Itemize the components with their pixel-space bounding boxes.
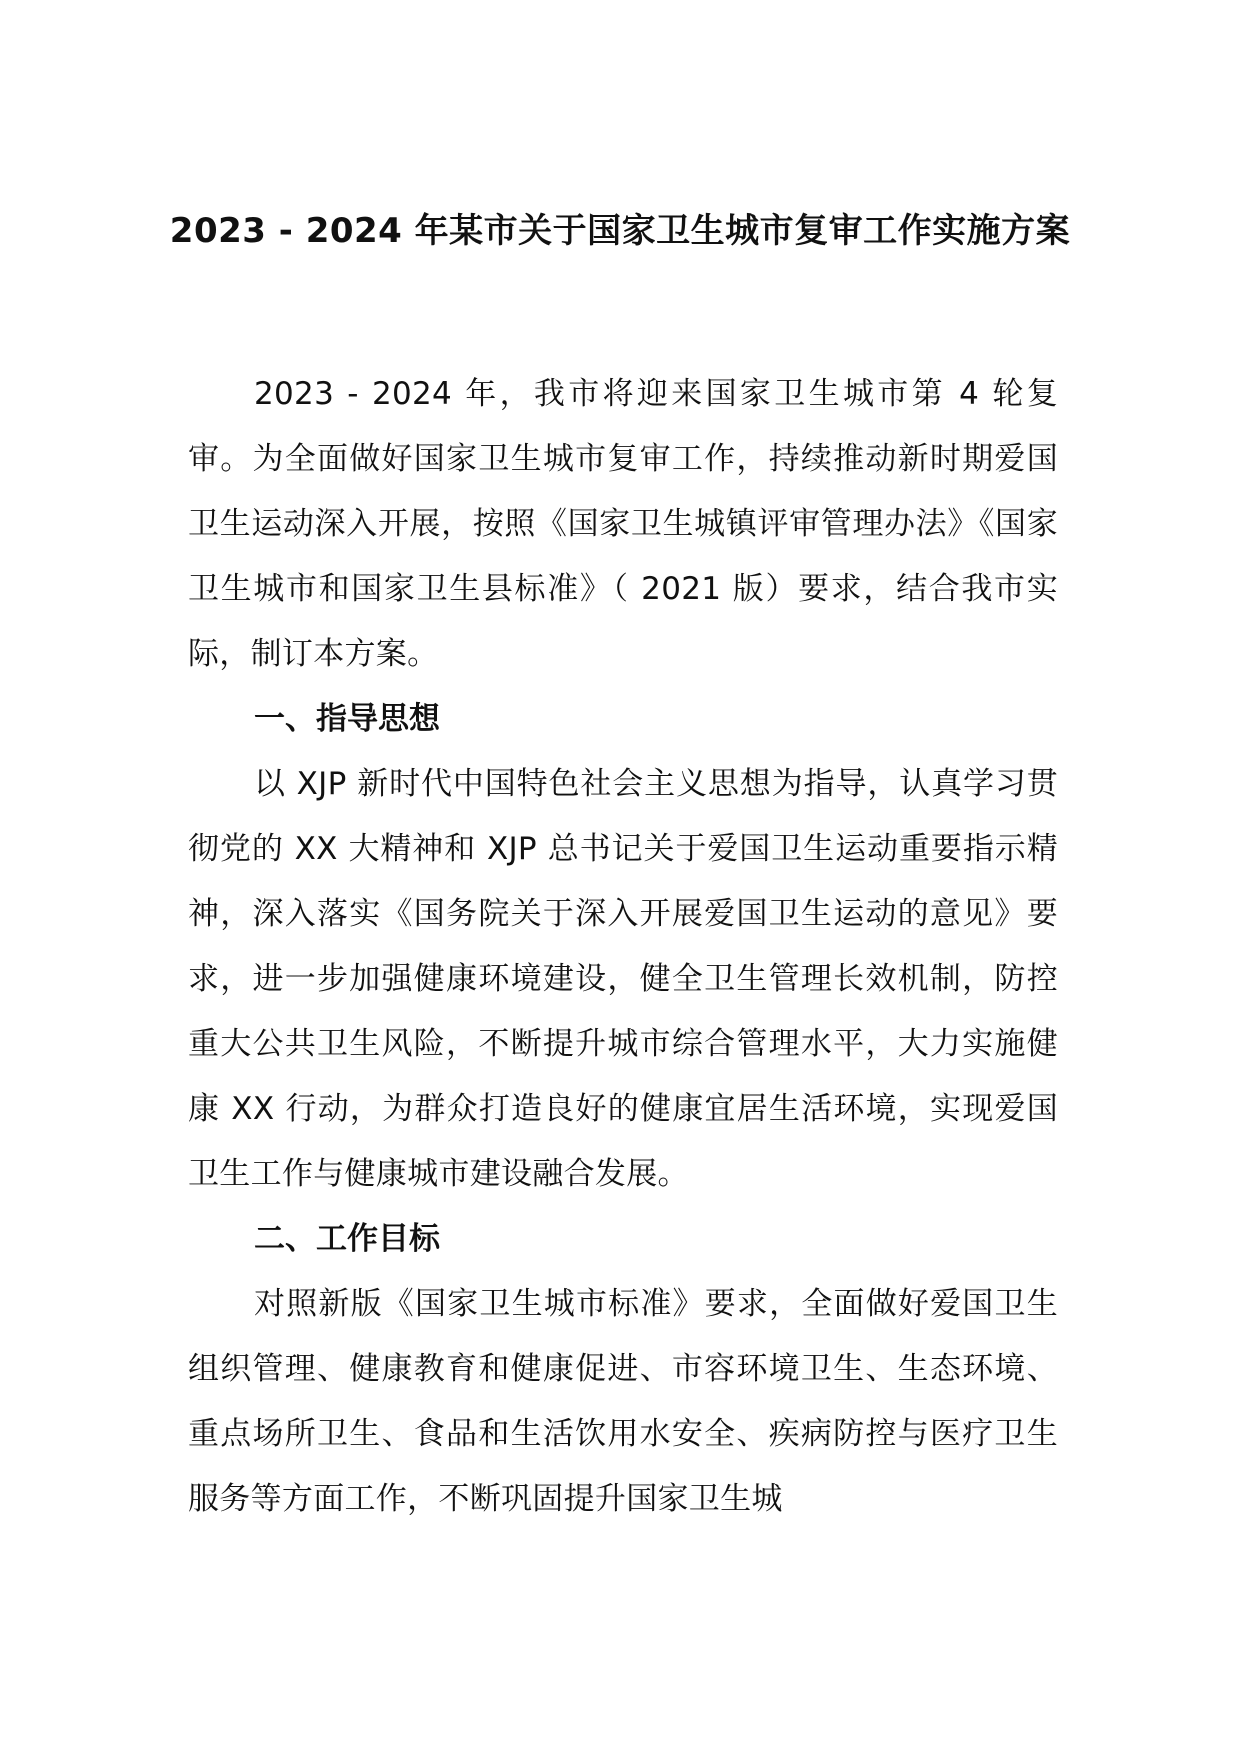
section-heading-guiding-ideology: 一、指导思想 — [254, 701, 440, 737]
section-paragraph-work-goals: 对照新版《国家卫生城市标准》要求，全面做好爱国卫生组织管理、健康教育和健康促进、市容环境卫生、生态环境、重点场所卫生、食品和生活饮用水安全、疾病防控与医疗卫生服务等方面工作，不断巩固提升国家卫生城 — [188, 1286, 1058, 1517]
document-body — [188, 362, 1058, 1532]
section-heading-work-goals: 二、工作目标 — [254, 1221, 440, 1257]
document-title: 2023 - 2024 年某市关于国家卫生城市复审工作实施方案 — [169, 211, 1071, 251]
section-paragraph-guiding-ideology: 以 XJP 新时代中国特色社会主义思想为指导，认真学习贯彻党的 XX 大精神和 XJP 总书记关于爱国卫生运动重要指示精神，深入落实《国务院关于深入开展爱国卫生运动的意见》要求，进一步加强健康环境建设，健全卫生管理长效机制，防控重大公共卫生风险，不断提升城市综合管理水平，大力实施健康 XX 行动，为群众打造良好的健康宜居生活环境，实现爱国卫生工作与健康城市建设融合发展。 — [188, 766, 1058, 1192]
intro-paragraph: 2023 - 2024 年，我市将迎来国家卫生城市第 4 轮复审。为全面做好国家卫生城市复审工作，持续推动新时期爱国卫生运动深入开展，按照《国家卫生城镇评审管理办法》《国家卫生城市和国家卫生县标准》（ 2021 版）要求，结合我市实际，制订本方案。 — [188, 376, 1058, 672]
